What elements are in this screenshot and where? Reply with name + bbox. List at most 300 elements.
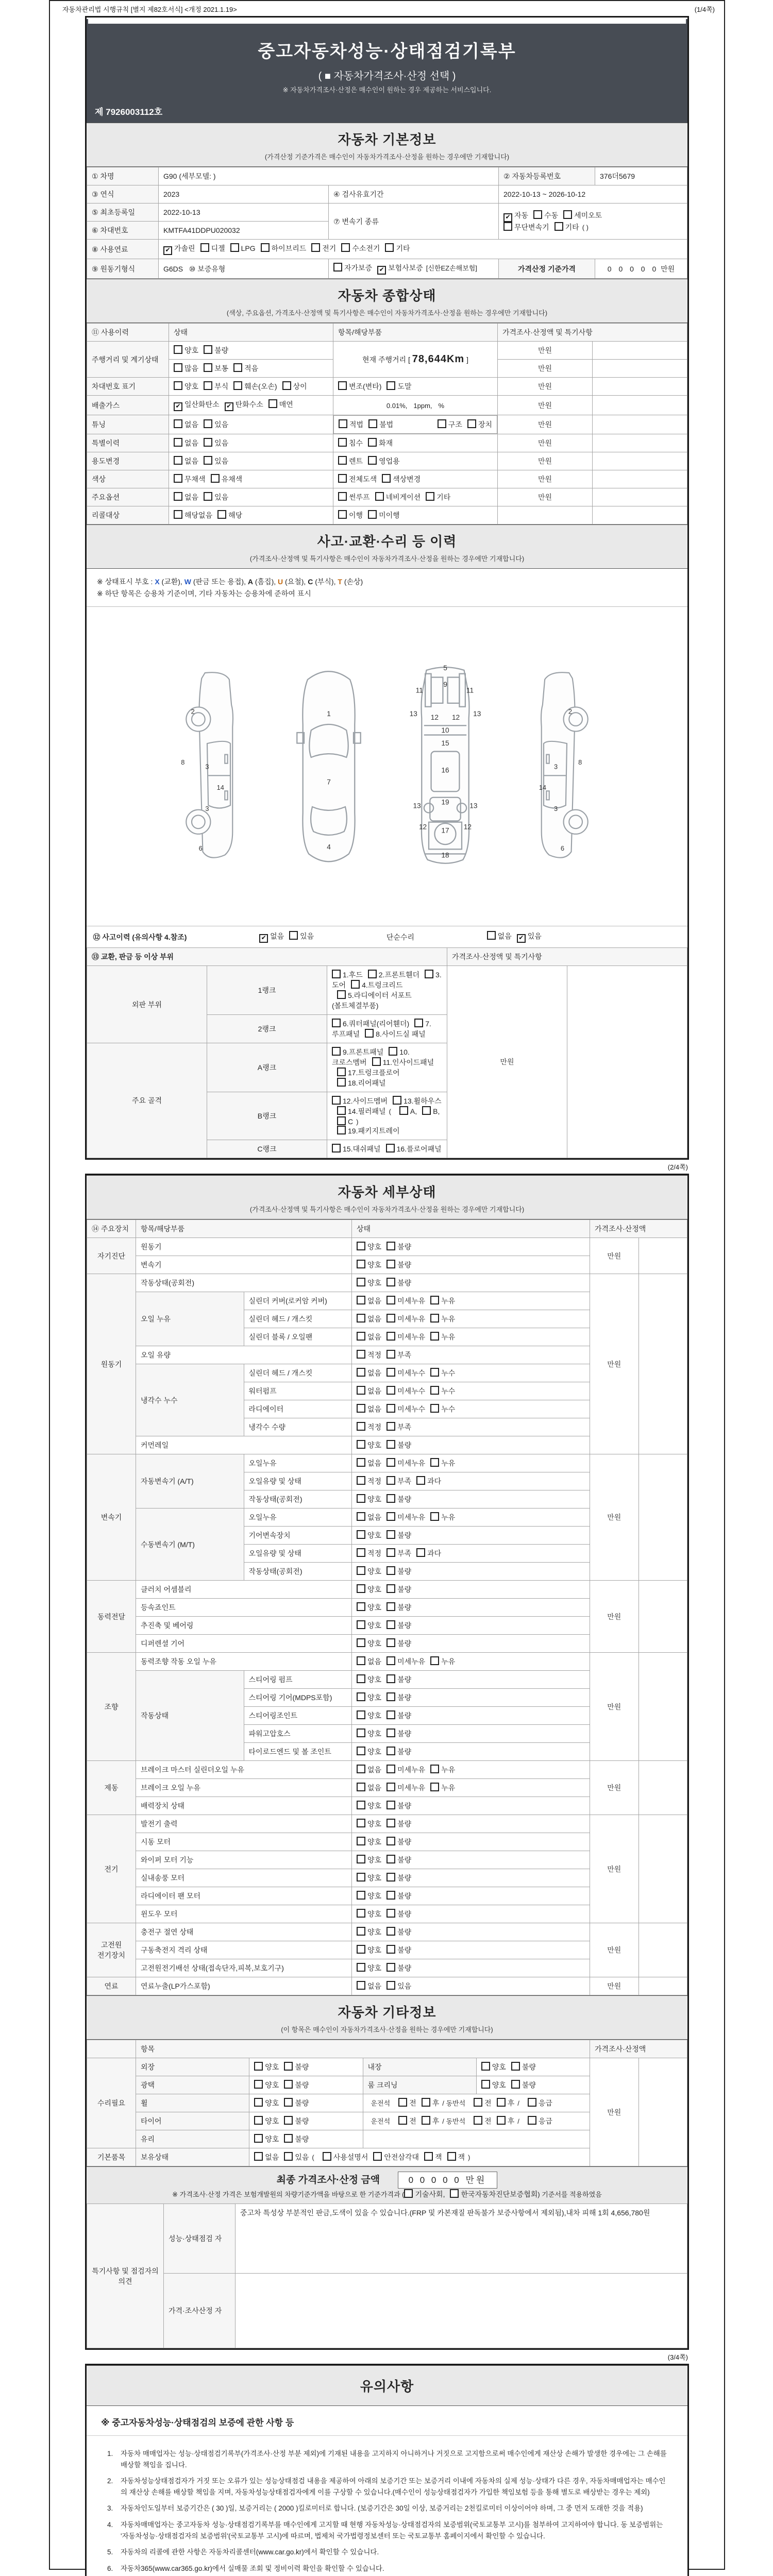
checkbox[interactable] — [357, 1819, 365, 1827]
section-basic-header — [87, 123, 687, 167]
checkbox[interactable] — [338, 492, 347, 501]
accident-history-table — [87, 926, 687, 1158]
checkbox[interactable] — [528, 2116, 536, 2125]
checkbox[interactable] — [373, 2152, 382, 2161]
checkbox[interactable] — [338, 456, 347, 465]
col-price2: 가격조사·산정액 — [590, 1220, 687, 1238]
checkbox[interactable] — [398, 2098, 407, 2107]
checkbox[interactable] — [254, 2152, 263, 2161]
checkbox[interactable] — [438, 419, 446, 428]
checkbox[interactable] — [284, 2116, 293, 2125]
checkbox[interactable] — [357, 1855, 365, 1863]
checkbox[interactable] — [357, 1873, 365, 1882]
checkbox[interactable] — [261, 243, 270, 252]
checkbox[interactable] — [204, 456, 212, 465]
checkbox[interactable] — [511, 2080, 520, 2089]
checkbox[interactable]: ✔ — [163, 246, 172, 255]
checkbox[interactable] — [404, 2189, 413, 2198]
checkbox[interactable] — [385, 243, 394, 252]
checkbox[interactable] — [357, 1710, 365, 1719]
checkbox[interactable] — [386, 381, 395, 390]
final-price-digits: 0 0 0 0 0 — [408, 2175, 461, 2185]
check-item-options — [352, 1545, 590, 1563]
checkbox[interactable] — [341, 243, 350, 252]
checkbox-label: 양호 — [367, 1585, 382, 1594]
base-price-unit: 만원 — [661, 264, 675, 273]
checkbox[interactable] — [357, 1296, 365, 1304]
device-group-label: 제동 — [87, 1761, 136, 1815]
checkbox[interactable] — [386, 1386, 395, 1395]
checkbox[interactable]: ✔ — [174, 402, 182, 411]
etc-col-item: 항목 — [136, 2040, 590, 2058]
checkbox[interactable] — [357, 1945, 365, 1954]
special-state-options — [169, 434, 333, 452]
checkbox[interactable] — [337, 1106, 346, 1115]
checkbox[interactable] — [284, 2152, 293, 2161]
checkbox[interactable] — [357, 1476, 365, 1485]
checkbox[interactable] — [386, 1656, 395, 1665]
check-item-options — [352, 1941, 590, 1959]
checkbox[interactable] — [357, 1584, 365, 1593]
checkbox[interactable] — [386, 1566, 395, 1575]
checkbox[interactable] — [503, 222, 512, 231]
checkbox[interactable] — [284, 2134, 293, 2143]
checkbox[interactable] — [357, 1747, 365, 1755]
panel-number: 12 — [430, 713, 439, 721]
checkbox[interactable] — [386, 1674, 395, 1683]
checkbox[interactable] — [386, 1440, 395, 1449]
checkbox[interactable] — [254, 2062, 263, 2071]
checkbox[interactable] — [357, 1909, 365, 1918]
checkbox[interactable] — [254, 2134, 263, 2143]
checkbox-label: 불법 — [379, 420, 394, 429]
checkbox[interactable] — [386, 1873, 395, 1882]
check-item-options — [352, 1905, 590, 1923]
checkbox[interactable] — [386, 1801, 395, 1809]
panel-number: 2 — [191, 707, 195, 715]
checkbox[interactable] — [386, 1692, 395, 1701]
checkbox-label: 적정 — [367, 1549, 382, 1557]
checkbox-label: 있음 — [214, 439, 229, 447]
checkbox-label: 양호 — [367, 1946, 382, 1954]
fuel-label: ⑧ 사용연료 — [87, 240, 159, 259]
mileage-state-options — [169, 342, 333, 360]
polish-options — [249, 2076, 363, 2094]
checkbox[interactable] — [368, 419, 377, 428]
checkbox[interactable] — [357, 1278, 365, 1286]
checkbox[interactable] — [497, 2098, 506, 2107]
checkbox[interactable] — [211, 474, 220, 483]
checkbox[interactable] — [284, 2098, 293, 2107]
checkbox[interactable] — [497, 2116, 506, 2125]
checkbox[interactable]: ✔ — [503, 213, 512, 222]
checkbox[interactable] — [357, 1891, 365, 1900]
checkbox[interactable] — [386, 1144, 395, 1153]
checkbox[interactable] — [386, 1927, 395, 1936]
checkbox[interactable] — [174, 345, 182, 354]
checkbox[interactable] — [430, 1656, 439, 1665]
checkbox[interactable] — [422, 1106, 431, 1115]
checkbox[interactable] — [375, 492, 384, 501]
checkbox[interactable] — [481, 2062, 490, 2071]
checkbox-label: 4.트렁크리드 — [362, 981, 403, 989]
checkbox[interactable] — [311, 243, 320, 252]
checkbox[interactable] — [357, 1656, 365, 1665]
checkbox[interactable] — [430, 1765, 439, 1773]
checkbox[interactable] — [365, 1029, 374, 1038]
checkbox[interactable] — [357, 1963, 365, 1972]
checkbox[interactable] — [332, 1047, 341, 1056]
checkbox[interactable] — [357, 1350, 365, 1359]
checkbox-label: 무채색 — [184, 475, 206, 483]
checkbox[interactable]: ✔ — [517, 934, 526, 943]
transmission-options-line2 — [503, 223, 592, 231]
checkbox[interactable] — [386, 1945, 395, 1954]
checkbox[interactable] — [386, 1981, 395, 1990]
room-cleaning-label: 룸 크리닝 — [363, 2076, 476, 2094]
checkbox-label: 안전삼각대 — [384, 2153, 419, 2161]
checkbox-label: 적음 — [244, 364, 259, 372]
checkbox[interactable] — [422, 2098, 430, 2107]
checkbox[interactable] — [357, 1692, 365, 1701]
checkbox[interactable] — [386, 1747, 395, 1755]
row-tuning-label: 튜닝 — [87, 415, 169, 434]
checkbox[interactable] — [386, 1638, 395, 1647]
checkbox[interactable] — [333, 263, 342, 272]
checkbox[interactable] — [357, 1837, 365, 1845]
checkbox[interactable] — [357, 1783, 365, 1791]
checkbox[interactable] — [430, 1296, 439, 1304]
checkbox[interactable] — [357, 1386, 365, 1395]
checkbox[interactable] — [357, 1422, 365, 1431]
check-item-options — [352, 1833, 590, 1851]
checkbox[interactable] — [332, 1019, 341, 1027]
rank1-options — [327, 966, 447, 1015]
checkbox[interactable] — [430, 1368, 439, 1377]
checkbox[interactable] — [430, 1386, 439, 1395]
checkbox[interactable] — [386, 1837, 395, 1845]
checkbox-label: 양호 — [367, 1441, 382, 1449]
checkbox[interactable] — [357, 1801, 365, 1809]
checkbox[interactable] — [416, 1548, 425, 1557]
check-item-options — [352, 1436, 590, 1454]
checkbox[interactable] — [386, 1728, 395, 1737]
checkbox-label: 기타 — [436, 493, 451, 501]
checkbox[interactable] — [323, 2152, 331, 2161]
section-etc-header — [87, 1995, 687, 2040]
check-item-options — [352, 1653, 590, 1671]
check-item-label: 동력조향 작동 오일 누유 — [136, 1653, 352, 1671]
checkbox[interactable] — [332, 1144, 341, 1153]
checkbox[interactable] — [368, 510, 377, 519]
checkbox[interactable] — [422, 2116, 430, 2125]
checkbox[interactable] — [393, 1096, 401, 1105]
checkbox[interactable] — [233, 363, 242, 372]
page-marker-3: (3/4쪽) — [667, 2353, 688, 2361]
checkbox[interactable] — [254, 2080, 263, 2089]
checkbox[interactable] — [399, 1106, 408, 1115]
car-damage-diagrams — [87, 607, 687, 926]
checkbox[interactable] — [282, 381, 291, 390]
checkbox[interactable] — [339, 419, 347, 428]
checkbox[interactable] — [357, 1260, 365, 1268]
checkbox[interactable] — [386, 1314, 395, 1323]
checkbox-label: 없음 — [367, 1387, 382, 1395]
checkbox[interactable] — [386, 1530, 395, 1539]
checkbox[interactable] — [217, 510, 226, 519]
checkbox[interactable] — [174, 438, 182, 447]
warranty-label: ⑩ 보증유형 — [189, 264, 226, 273]
checkbox[interactable] — [386, 1584, 395, 1593]
checkbox[interactable] — [386, 1422, 395, 1431]
panel-number: 1 — [327, 709, 331, 718]
checkbox[interactable] — [533, 210, 542, 219]
checkbox[interactable] — [430, 1404, 439, 1413]
check-item-label: 등속죠인트 — [136, 1599, 352, 1617]
checkbox[interactable] — [368, 456, 377, 465]
checkbox[interactable] — [174, 419, 182, 428]
check-item-label: 원동기 — [136, 1238, 352, 1256]
notice-item-text: 자동차의 리콜에 관한 사항은 자동차리콜센터(www.car.go.kr)에서 확인할 수 있습니다. — [121, 2548, 379, 2556]
checkbox[interactable] — [338, 474, 347, 483]
checkbox-label: 불량 — [397, 1820, 412, 1828]
section-basic-title: 자동차 기본정보 — [338, 132, 436, 147]
possession-label: 보유상태 — [136, 2148, 249, 2166]
recall-state-options — [169, 506, 333, 524]
checkbox[interactable] — [174, 381, 182, 390]
document-number: 제 7926003112호 — [95, 107, 163, 117]
checkbox-label: A, — [410, 1107, 417, 1115]
checkbox[interactable] — [389, 1047, 397, 1056]
checkbox[interactable] — [357, 1674, 365, 1683]
checkbox[interactable] — [368, 438, 377, 447]
etc-price-note — [638, 2058, 687, 2166]
checkbox[interactable] — [474, 2116, 482, 2125]
option-text: ( — [389, 1108, 391, 1115]
checkbox[interactable] — [332, 1096, 341, 1105]
checkbox[interactable] — [357, 1548, 365, 1557]
option-text: 운전석 — [371, 2117, 391, 2125]
checkbox[interactable] — [357, 1494, 365, 1503]
checkbox[interactable] — [424, 2152, 433, 2161]
checkbox[interactable] — [386, 1602, 395, 1611]
checkbox[interactable] — [357, 1728, 365, 1737]
checkbox[interactable] — [386, 1783, 395, 1791]
checkbox[interactable] — [386, 1891, 395, 1900]
checkbox[interactable] — [425, 970, 433, 978]
checkbox[interactable] — [357, 1566, 365, 1575]
checkbox-label: 양호 — [367, 1820, 382, 1828]
checkbox[interactable] — [284, 2062, 293, 2071]
checkbox[interactable] — [386, 1512, 395, 1521]
check-item-options — [352, 1707, 590, 1725]
checkbox[interactable] — [268, 399, 277, 408]
checkbox-label: 색상변경 — [393, 475, 421, 483]
checkbox-label: 양호 — [367, 1639, 382, 1648]
checkbox[interactable] — [200, 243, 209, 252]
checkbox[interactable] — [386, 1278, 395, 1286]
checkbox[interactable] — [204, 438, 212, 447]
checkbox[interactable] — [386, 1819, 395, 1827]
color-state-options — [169, 470, 333, 488]
checkbox[interactable] — [357, 1404, 365, 1413]
checkbox-label: 양호 — [367, 1495, 382, 1503]
checkbox[interactable] — [430, 1458, 439, 1467]
checkbox[interactable] — [174, 474, 182, 483]
checkbox-label: 불량 — [397, 1243, 412, 1251]
checkbox[interactable] — [357, 1332, 365, 1341]
checkbox[interactable]: ✔ — [259, 934, 268, 943]
checkbox[interactable] — [338, 438, 347, 447]
checkbox[interactable] — [430, 1512, 439, 1521]
checkbox[interactable] — [386, 1368, 395, 1377]
checkbox[interactable]: ✔ — [225, 402, 233, 411]
check-item-label: 변속기 — [136, 1256, 352, 1274]
checkbox[interactable] — [386, 1855, 395, 1863]
checkbox[interactable] — [511, 2062, 520, 2071]
checkbox[interactable] — [447, 2152, 456, 2161]
checkbox-label: 없음 — [367, 1405, 382, 1413]
checkbox[interactable] — [414, 1019, 423, 1027]
checkbox[interactable] — [337, 1078, 346, 1087]
checkbox[interactable] — [528, 2098, 536, 2107]
checkbox-label: 불량 — [397, 1748, 412, 1756]
checkbox[interactable] — [337, 1126, 346, 1134]
checkbox[interactable] — [357, 1530, 365, 1539]
checkbox[interactable] — [357, 1512, 365, 1521]
exterior-label: 외장 — [136, 2058, 249, 2076]
reg-no-label: ② 자동차등록번호 — [499, 167, 595, 185]
checkbox[interactable] — [487, 931, 496, 940]
checkbox-label: 미세누유 — [397, 1333, 426, 1341]
checkbox[interactable] — [284, 2080, 293, 2089]
checkbox[interactable] — [372, 1057, 381, 1066]
checkbox[interactable] — [357, 1620, 365, 1629]
col-state2: 상태 — [352, 1220, 590, 1238]
checkbox[interactable] — [554, 222, 563, 231]
checkbox[interactable] — [357, 1458, 365, 1467]
checkbox-label: 적정 — [367, 1351, 382, 1359]
checkbox[interactable] — [230, 243, 239, 252]
legend-text: (손상) — [342, 578, 363, 586]
checkbox[interactable] — [357, 1368, 365, 1377]
checkbox[interactable] — [357, 1440, 365, 1449]
checkbox[interactable] — [357, 1314, 365, 1323]
outer-panel-group: 외판 부위 — [87, 966, 207, 1043]
checkbox[interactable] — [416, 1476, 425, 1485]
checkbox[interactable] — [357, 1638, 365, 1647]
checkbox[interactable] — [430, 1332, 439, 1341]
checkbox[interactable] — [254, 2116, 263, 2125]
checkbox[interactable] — [474, 2098, 482, 2107]
check-item-options — [352, 1490, 590, 1509]
checkbox[interactable] — [450, 2189, 459, 2198]
checkbox[interactable] — [233, 381, 242, 390]
checkbox[interactable] — [386, 1458, 395, 1467]
device-price-unit: 만원 — [590, 1238, 639, 1274]
checkbox[interactable] — [254, 2098, 263, 2107]
checkbox[interactable] — [174, 510, 182, 519]
rank1-label: 1랭크 — [207, 966, 327, 1015]
checkbox[interactable] — [338, 381, 347, 390]
checkbox[interactable] — [351, 980, 360, 989]
checkbox[interactable] — [386, 1404, 395, 1413]
checkbox[interactable] — [174, 492, 182, 501]
check-item-options — [352, 1761, 590, 1779]
device-group-label: 전기 — [87, 1815, 136, 1923]
checkbox[interactable] — [386, 1765, 395, 1773]
checkbox[interactable] — [386, 1963, 395, 1972]
checkbox[interactable] — [204, 381, 212, 390]
checkbox[interactable] — [386, 1332, 395, 1341]
section-detail-title: 자동차 세부상태 — [338, 1184, 436, 1200]
checkbox[interactable] — [430, 1314, 439, 1323]
checkbox-label: 전기 — [322, 244, 337, 252]
checkbox[interactable] — [563, 210, 572, 219]
checkbox[interactable] — [357, 1765, 365, 1773]
notice-item-text: 자동차매매업자는 중고자동차 성능·상태점검기록부를 매수인에게 고지할 때 현행 자동차성능·상태점검자의 보증범위(국토교통부 고시)를 첨부하여 고지하여야 합니다. 동 보증범위는 '자동차성능·상태점검자의 보증범위'(국토교통부 고시)에 따르며, 법제처 국가법령정보센터 또는 국토교통부 홈페이지에서 확인할 수 있습니다. — [121, 2520, 663, 2540]
checkbox[interactable] — [386, 1909, 395, 1918]
checkbox[interactable] — [337, 1116, 346, 1125]
checkbox[interactable] — [398, 2116, 407, 2125]
checkbox-label: 불량 — [397, 1910, 412, 1918]
checkbox[interactable] — [368, 970, 377, 978]
standard-note-suffix: ) 기준서를 적용하였음 — [537, 2191, 602, 2198]
checkbox[interactable] — [357, 1981, 365, 1990]
checkbox[interactable] — [386, 1710, 395, 1719]
checkbox[interactable]: ✔ — [377, 266, 386, 275]
checkbox-label: 후 — [432, 2099, 440, 2107]
checkbox[interactable] — [204, 345, 212, 354]
checkbox[interactable] — [357, 1242, 365, 1250]
checkbox-label: 기타 — [396, 244, 410, 252]
checkbox[interactable] — [386, 1242, 395, 1250]
checkbox[interactable] — [386, 1620, 395, 1629]
check-item-options — [352, 1977, 590, 1995]
checkbox[interactable] — [386, 1350, 395, 1359]
checkbox[interactable] — [426, 492, 434, 501]
checkbox-label: 누유 — [441, 1784, 456, 1792]
checkbox[interactable] — [337, 990, 346, 999]
check-item-label: 실내송풍 모터 — [136, 1869, 352, 1887]
checkbox[interactable] — [357, 1927, 365, 1936]
checkbox[interactable] — [338, 510, 347, 519]
checkbox[interactable] — [386, 1296, 395, 1304]
checkbox[interactable] — [430, 1783, 439, 1791]
checkbox[interactable] — [386, 1260, 395, 1268]
checkbox[interactable] — [174, 363, 182, 372]
checkbox[interactable] — [467, 419, 476, 428]
checkbox[interactable] — [357, 1602, 365, 1611]
checkbox[interactable] — [386, 1476, 395, 1485]
device-price-unit: 만원 — [590, 1761, 639, 1815]
checkbox[interactable] — [382, 474, 391, 483]
checkbox[interactable] — [332, 970, 341, 978]
checkbox-label: 누유 — [441, 1459, 456, 1467]
checkbox-label: 양호 — [492, 2081, 506, 2089]
check-item-label: 실린더 헤드 / 개스킷 — [244, 1310, 352, 1328]
inspection-period-value: 2022-10-13 ~ 2026-10-12 — [499, 185, 687, 204]
checkbox[interactable] — [481, 2080, 490, 2089]
checkbox[interactable] — [289, 931, 298, 940]
checkbox[interactable] — [174, 456, 182, 465]
checkbox[interactable] — [386, 1548, 395, 1557]
checkbox[interactable] — [337, 1067, 346, 1076]
checkbox[interactable] — [204, 363, 212, 372]
checkbox[interactable] — [204, 419, 212, 428]
checkbox[interactable] — [204, 492, 212, 501]
checkbox[interactable] — [386, 1494, 395, 1503]
